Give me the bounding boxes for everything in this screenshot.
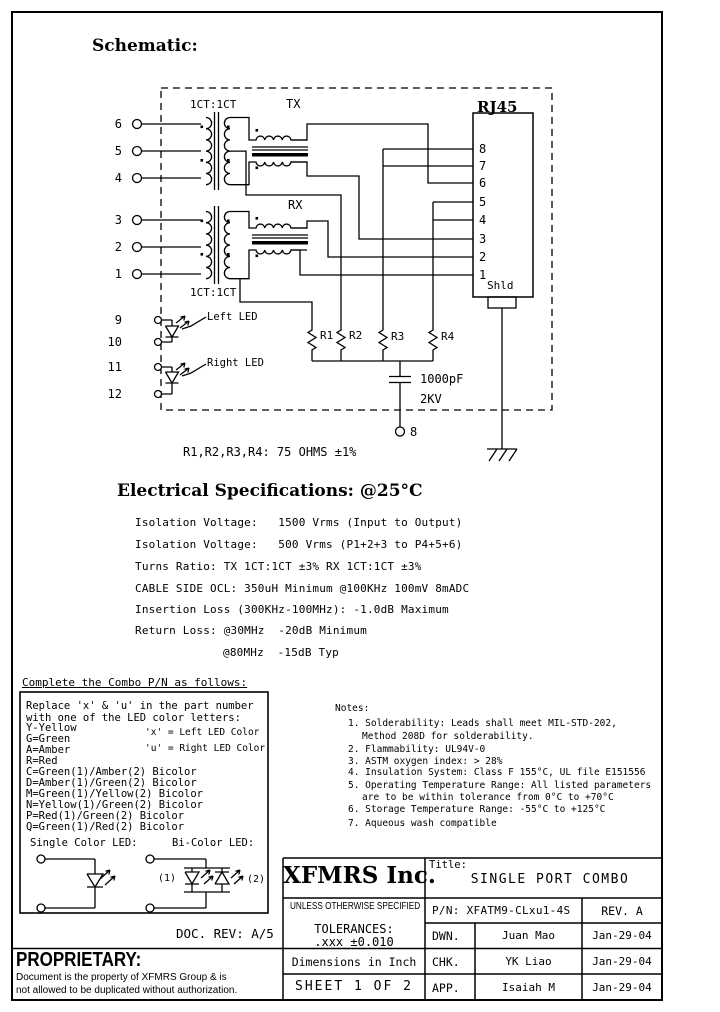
pin-label-9: 9: [114, 313, 122, 327]
signal-wires: [230, 118, 473, 327]
pin-label-6: 6: [114, 117, 122, 131]
combo-u-note: 'u' = Right LED Color: [145, 743, 266, 754]
spec-note: UNLESS OTHERWISE SPECIFIED: [290, 901, 421, 912]
spec-line: CABLE SIDE OCL: 350uH Minimum @100KHz 100mV 8mADC: [135, 582, 470, 595]
tx-transformer: [201, 112, 231, 190]
led-code: R=Red: [26, 755, 58, 767]
note-line: 2. Flammability: UL94V-0: [348, 744, 486, 755]
dimensions-note: Dimensions in Inch: [291, 955, 417, 969]
app-name: Isaiah M: [502, 981, 555, 994]
combo-intro: with one of the LED color letters:: [26, 712, 241, 724]
pin-label-12: 12: [107, 387, 122, 401]
rj45-pin-1: 1: [479, 268, 487, 282]
led-code: M=Green(1)/Yellow(2) Bicolor: [26, 788, 204, 800]
led-code: N=Yellow(1)/Green(2) Bicolor: [26, 799, 204, 811]
proprietary-line: Document is the property of XFMRS Group & is: [16, 972, 227, 983]
led-code: A=Amber: [26, 744, 71, 756]
hv-capacitor: [389, 361, 411, 436]
combo-x-note: 'x' = Left LED Color: [145, 727, 260, 738]
page-border: [12, 12, 662, 1000]
rj45-pin-8: 8: [479, 142, 487, 156]
chk-name: YK Liao: [505, 955, 552, 968]
dwn-name: Juan Mao: [502, 929, 555, 942]
cap-voltage-label: 2KV: [420, 392, 442, 406]
spec-line: Insertion Loss (300KHz-100MHz): -1.0dB Maximum: [135, 603, 449, 616]
tx-turns-ratio: 1CT:1CT: [190, 98, 237, 111]
input-pin-wires: [142, 124, 202, 394]
resistor-note: R1,R2,R3,R4: 75 OHMS ±1%: [183, 445, 357, 459]
bicolor-led-label: Bi-Color LED:: [172, 837, 255, 849]
chk-label: CHK.: [432, 955, 460, 969]
revision: REV. A: [601, 904, 643, 918]
note-line: 4. Insulation System: Class F 155°C, UL file E151556: [348, 767, 646, 778]
spec-line: Isolation Voltage: 1500 Vrms (Input to Output): [135, 516, 463, 529]
chassis-ground-icon: [487, 449, 517, 461]
spec-line: Isolation Voltage: 500 Vrms (P1+2+3 to P4+5+6): [135, 538, 463, 551]
rj45-pin-5: 5: [479, 195, 487, 209]
single-led-diagram: [37, 855, 115, 912]
spec-line: Return Loss: @30MHz -20dB Minimum: [135, 624, 367, 637]
pin-label-3: 3: [114, 213, 122, 227]
proprietary-line: not allowed to be duplicated without authorization.: [16, 985, 238, 996]
combo-heading: Complete the Combo P/N as follows:: [22, 676, 248, 689]
rj45-label: RJ45: [477, 98, 518, 116]
note-line: are to be within tolerance from 0°C to +70°C: [362, 792, 614, 803]
pin-label-5: 5: [114, 144, 122, 158]
resistor-label-r4: R4: [441, 330, 455, 343]
note-line: 5. Operating Temperature Range: All listed parameters: [348, 780, 652, 791]
rj45-pin-4: 4: [479, 213, 487, 227]
tx-choke: [251, 129, 308, 169]
resistor-label-r2: R2: [349, 329, 363, 342]
led1-tag: (1): [158, 873, 177, 884]
led-code: D=Amber(1)/Green(2) Bicolor: [26, 777, 197, 789]
drawing-title: SINGLE PORT COMBO: [470, 872, 630, 887]
led-code: C=Green(1)/Amber(2) Bicolor: [26, 766, 197, 778]
resistor-label-r3: R3: [391, 330, 405, 343]
rx-label: RX: [288, 198, 303, 212]
rj45-pin-2: 2: [479, 250, 487, 264]
part-number: P/N: XFATM9-CLxu1-4S: [432, 904, 571, 917]
rj45-pin-6: 6: [479, 176, 487, 190]
rj45-shield-label: Shld: [487, 279, 514, 292]
tx-label: TX: [286, 97, 301, 111]
note-line: 7. Aqueous wash compatible: [348, 818, 497, 829]
pin-label-2: 2: [114, 240, 122, 254]
notes-heading: Notes:: [335, 703, 370, 714]
led-code: Q=Green(1)/Red(2) Bicolor: [26, 821, 185, 833]
pin-label-1: 1: [114, 267, 122, 281]
combo-intro: Replace 'x' & 'u' in the part number: [26, 700, 254, 712]
led2-tag: (2): [247, 874, 266, 885]
pin-label-10: 10: [107, 335, 122, 349]
tolerance-value: .xxx ±0.010: [314, 935, 394, 949]
rj45-pin-7: 7: [479, 159, 487, 173]
spec-line: Turns Ratio: TX 1CT:1CT ±3% RX 1CT:1CT ±3%: [135, 560, 422, 573]
app-label: APP.: [432, 981, 460, 995]
rx-transformer: [201, 206, 231, 284]
dwn-date: Jan-29-04: [592, 929, 652, 942]
single-led-label: Single Color LED:: [30, 837, 138, 849]
input-pin-circles: [133, 120, 162, 398]
resistor-label-r1: R1: [320, 329, 334, 342]
tolerances-label: TOLERANCES:: [314, 922, 394, 936]
company-name: XFMRS Inc.: [283, 862, 436, 889]
note-line: Method 208D for solderability.: [362, 731, 534, 742]
pin-label-11: 11: [107, 360, 122, 374]
doc-rev: DOC. REV: A/5: [176, 926, 274, 941]
dwn-label: DWN.: [432, 929, 460, 943]
schematic-heading: Schematic:: [92, 36, 198, 56]
spec-line-cont: @80MHz -15dB Typ: [223, 646, 339, 659]
title-label: Title:: [429, 859, 467, 871]
right-led-icon: [166, 363, 207, 394]
cap-value-label: 1000pF: [420, 372, 464, 386]
right-led-label: Right LED: [207, 357, 264, 369]
note-line: 6. Storage Temperature Range: -55°C to +125°C: [348, 804, 606, 815]
chk-date: Jan-29-04: [592, 955, 652, 968]
pin-label-4: 4: [114, 171, 122, 185]
led-code: P=Red(1)/Green(2) Bicolor: [26, 810, 185, 822]
led-code: G=Green: [26, 733, 71, 745]
ground-pin-label: 8: [410, 425, 418, 439]
rx-turns-ratio: 1CT:1CT: [190, 286, 237, 299]
app-date: Jan-29-04: [592, 981, 652, 994]
left-led-label: Left LED: [207, 311, 258, 323]
proprietary-heading: PROPRIETARY:: [16, 949, 142, 971]
led-code: Y-Yellow: [26, 722, 77, 734]
note-line: 3. ASTM oxygen index: > 28%: [348, 756, 503, 767]
electrical-specs-heading: Electrical Specifications: @25°C: [117, 481, 423, 501]
sheet-number: SHEET 1 OF 2: [295, 979, 413, 994]
rj45-pin-3: 3: [479, 232, 487, 246]
note-line: 1. Solderability: Leads shall meet MIL-STD-202,: [348, 718, 617, 729]
